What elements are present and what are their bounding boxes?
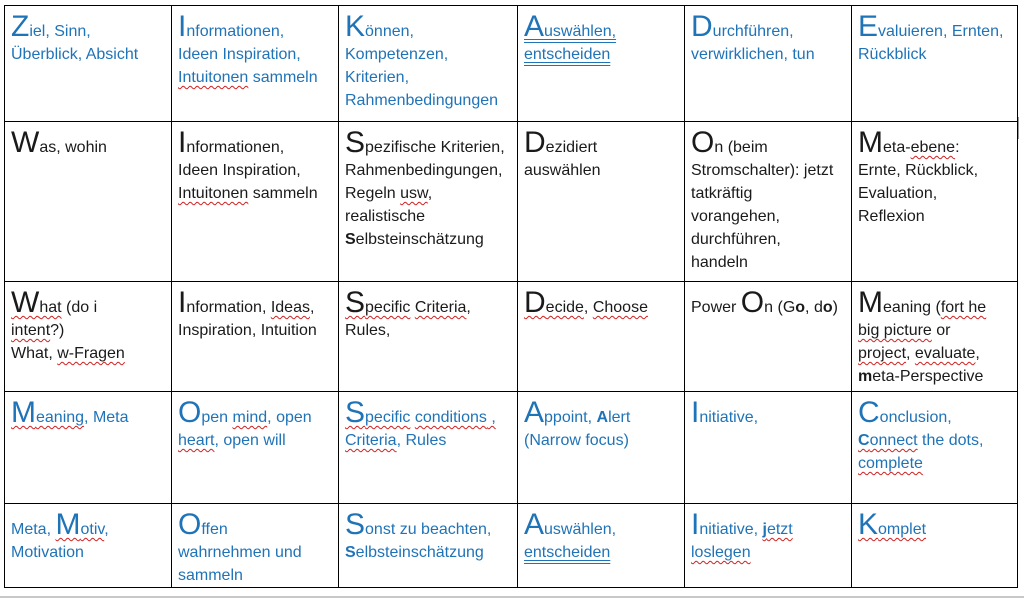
cell-r4-c2: Open mind, open heart, open will	[172, 392, 339, 504]
cell-r1-c2: Informationen, Ideen Inspiration, Intuitonen sammeln	[172, 6, 339, 122]
initial-letter: Z	[11, 10, 30, 43]
initial-letter: I	[178, 286, 187, 319]
initial-letter: I	[691, 508, 700, 541]
initial-letter: D	[524, 126, 546, 159]
initial-letter: M	[55, 508, 81, 541]
cell-r2-c5: On (beim Stromschalter): jetzt tatkräftig vorangehen, durchführen, handeln	[685, 122, 852, 282]
cell-r3-c3: Specific Criteria, Rules,	[339, 282, 518, 392]
table-row	[5, 392, 1018, 504]
cell-r4-c1: Meaning, Meta	[5, 392, 172, 504]
cell-r1-c6: Evaluieren, Ernten, Rückblick	[852, 6, 1018, 122]
cell-r2-c6: Meta-ebene: Ernte, Rückblick, Evaluation, Reflexion	[852, 122, 1018, 282]
table-row	[5, 122, 1018, 282]
initial-letter: D	[691, 10, 713, 43]
initial-letter: A	[524, 396, 545, 429]
cell-r3-c4: Decide, Choose	[518, 282, 685, 392]
cell-r3-c1: What (do i intent?) What, w-Fragen	[5, 282, 172, 392]
initial-letter: S	[345, 286, 366, 319]
cell-r2-c4: Dezidiert auswählen	[518, 122, 685, 282]
cell-r5-c3: Sonst zu beachten, Selbsteinschätzung	[339, 504, 518, 588]
cell-r4-c4: Appoint, Alert (Narrow focus)	[518, 392, 685, 504]
initial-letter: K	[858, 508, 879, 541]
cell-r2-c1: Was, wohin	[5, 122, 172, 282]
cell-r5-c1: Meta, Motiv, Motivation	[5, 504, 172, 588]
cell-r5-c4: Auswählen, entscheiden	[518, 504, 685, 588]
table-edge-marker	[1018, 117, 1019, 139]
cell-r1-c5: Durchführen, verwirklichen, tun	[685, 6, 852, 122]
cell-r3-c6: Meaning (fort he big picture or project, evaluate, meta-Perspective	[852, 282, 1018, 392]
cell-r2-c2: Informationen, Ideen Inspiration, Intuitonen sammeln	[172, 122, 339, 282]
cell-r4-c6: Conclusion, Connect the dots, complete	[852, 392, 1018, 504]
initial-letter: A	[524, 10, 545, 43]
cell-r2-c3: Spezifische Kriterien, Rahmenbedingungen, Regeln usw, realistische Selbsteinschätzung	[339, 122, 518, 282]
acronym-table	[4, 5, 1018, 588]
cell-r4-c5: Initiative,	[685, 392, 852, 504]
initial-letter: O	[740, 286, 765, 319]
initial-letter: S	[345, 396, 366, 429]
initial-letter: K	[345, 10, 366, 43]
cell-r1-c1: Ziel, Sinn, Überblick, Absicht	[5, 6, 172, 122]
page-bottom-edge	[0, 596, 1024, 598]
cell-r5-c2: Offen wahrnehmen und sammeln	[172, 504, 339, 588]
initial-letter: O	[691, 126, 715, 159]
cell-r1-c4: Auswählen, entscheiden	[518, 6, 685, 122]
initial-letter: M	[11, 396, 36, 429]
initial-letter: M	[858, 126, 883, 159]
initial-letter: I	[178, 126, 187, 159]
initial-letter: S	[345, 508, 366, 541]
cell-r3-c5: Power On (Go, do)	[685, 282, 852, 392]
table-row	[5, 504, 1018, 588]
cell-r3-c2: Information, Ideas, Inspiration, Intuition	[172, 282, 339, 392]
initial-letter: O	[178, 508, 202, 541]
cell-r5-c5: Initiative, jetzt loslegen	[685, 504, 852, 588]
table-row	[5, 6, 1018, 122]
initial-letter: D	[524, 286, 546, 319]
initial-letter: W	[11, 286, 40, 319]
cell-r5-c6: Komplet	[852, 504, 1018, 588]
initial-letter: M	[858, 286, 883, 319]
initial-letter: I	[691, 396, 700, 429]
table-row	[5, 282, 1018, 392]
initial-letter: S	[345, 126, 366, 159]
cell-r1-c3: Können, Kompetenzen, Kriterien, Rahmenbedingungen	[339, 6, 518, 122]
initial-letter: W	[11, 126, 40, 159]
initial-letter: A	[524, 508, 545, 541]
cell-r4-c3: Specific conditions , Criteria, Rules	[339, 392, 518, 504]
initial-letter: E	[858, 10, 879, 43]
initial-letter: O	[178, 396, 202, 429]
initial-letter: C	[858, 396, 880, 429]
initial-letter: I	[178, 10, 187, 43]
